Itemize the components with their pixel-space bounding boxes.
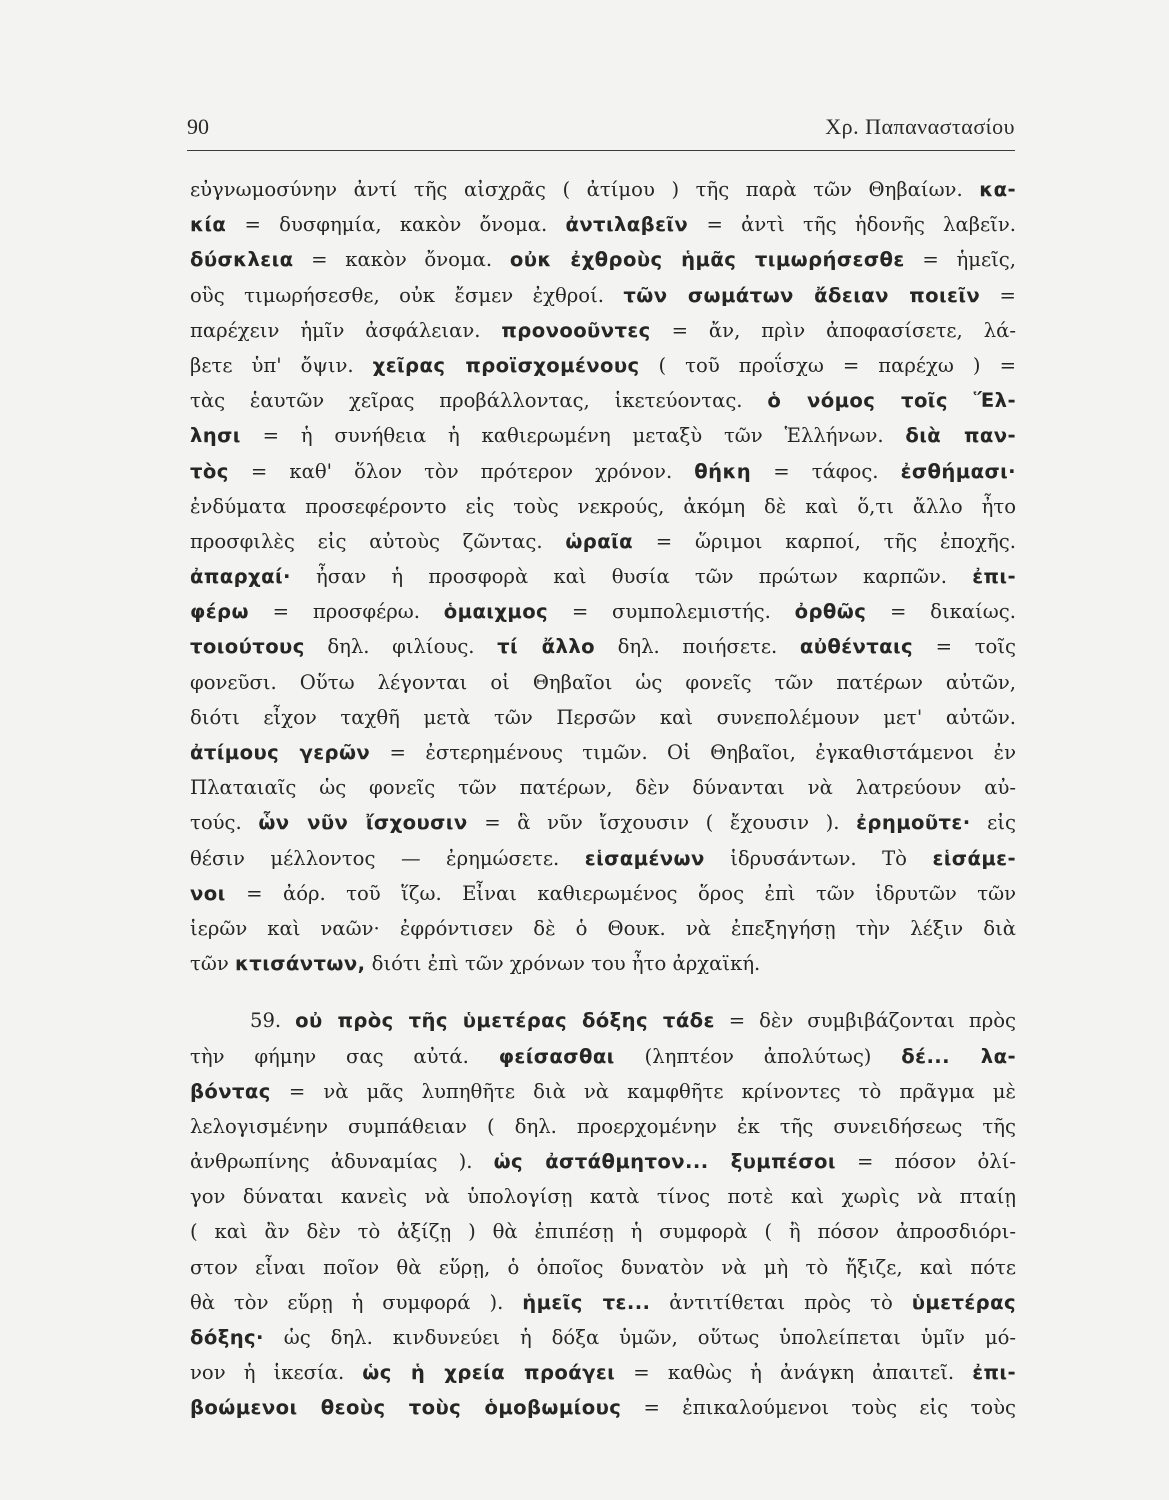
lemma-term: διὰ παν- [905, 424, 1016, 448]
gloss-text: ἱδρυσάντων. Τὸ [704, 846, 933, 870]
running-head: Χρ. Παπαναστασίου [825, 114, 1015, 139]
lemma-term: ὁ νόμος τοῖς Ἕλ- [767, 389, 1016, 413]
text-line [190, 559, 1016, 594]
text-line [190, 1144, 1016, 1179]
page-header [187, 114, 1015, 151]
gloss-text: = ἀντὶ τῆς ἡδονῆς λαβεῖν. [688, 213, 1016, 237]
gloss-text: = νὰ μᾶς λυπηθῆτε διὰ νὰ καμφθῆτε κρίνοντες τὸ πρᾶγμα μὲ [270, 1079, 1016, 1103]
lemma-term: δόξης· [190, 1326, 264, 1349]
lemma-term: ὧν νῦν ἴσχουσιν [258, 811, 468, 835]
gloss-text: = δυσφημία, κακὸν ὄνομα. [226, 213, 566, 237]
lemma-term: ἡμεῖς τε... [522, 1290, 651, 1314]
lemma-term: ὡς ἡ χρεία προάγει [362, 1361, 616, 1385]
gloss-text: = τοῖς [913, 635, 1016, 659]
lemma-term: νοι [190, 881, 226, 905]
text-line [190, 1355, 1016, 1390]
gloss-text: ἀνθρωπίνης ἀδυναμίας ). [190, 1150, 494, 1174]
gloss-text: θέσιν μέλλοντος — ἐρημώσετε. [190, 846, 585, 870]
lemma-term: δύσκλεια [190, 248, 294, 272]
gloss-text: βετε ὑπ' ὄψιν. [190, 353, 373, 377]
gloss-text: = τάφος. [751, 459, 901, 483]
gloss-text: προσφιλὲς εἰς αὐτοὺς ζῶντας. [190, 529, 566, 553]
gloss-text: τούς. [190, 811, 259, 835]
gloss-text: ( καὶ ἂν δὲν τὸ ἀξίζῃ ) θὰ ἐπιπέσῃ ἡ συμφορὰ ( ἢ πόσον ἀπροσδιόρι- [190, 1220, 1016, 1244]
gloss-text: = καθὼς ἡ ἀνάγκη ἀπαιτεῖ. [615, 1361, 973, 1385]
lemma-term: φέρω [190, 600, 249, 624]
gloss-text: = ἄν, πρὶν ἀποφασίσετε, λά- [650, 318, 1016, 342]
lemma-term: τῶν σωμάτων ἄδειαν ποιεῖν [623, 283, 981, 307]
lemma-term: εἱσαμένων [584, 846, 705, 870]
gloss-text: ἱερῶν καὶ ναῶν· ἐφρόντισεν δὲ ὁ Θουκ. νὰ ἐπεξηγήσῃ τὴν λέξιν διὰ [190, 916, 1016, 940]
gloss-text: νον ἡ ἱκεσία. [190, 1361, 363, 1385]
text-line [190, 1214, 1016, 1249]
text-line [190, 313, 1016, 348]
gloss-text: = δικαίως. [866, 600, 1016, 624]
gloss-text: = προσφέρω. [248, 600, 444, 624]
gloss-text: θὰ τὸν εὕρῃ ἡ συμφορά ). [190, 1290, 523, 1314]
text-line [190, 841, 1016, 876]
text-line [190, 770, 1016, 805]
gloss-text: = ἡμεῖς, [904, 248, 1016, 272]
gloss-text: τὴν φήμην σας αὐτά. [190, 1044, 499, 1068]
text-line [190, 383, 1016, 418]
paragraph [190, 1003, 1016, 1425]
text-line [190, 1039, 1016, 1074]
gloss-text: οὓς τιμωρήσεσθε, οὐκ ἔσμεν ἐχθροί. [190, 283, 624, 307]
lemma-term: ἐπι- [972, 565, 1016, 589]
gloss-text: = ἃ νῦν ἴσχουσιν ( ἔχουσιν ). [467, 811, 857, 835]
gloss-text: ἦσαν ἡ προσφορὰ καὶ θυσία τῶν πρώτων καρπῶν. [290, 565, 973, 589]
lemma-term: κα- [979, 178, 1016, 201]
lemma-term: ἀτίμους γερῶν [190, 741, 371, 764]
text-line [190, 876, 1016, 911]
gloss-text: = συμπολεμιστής. [548, 600, 795, 624]
gloss-text: (ληπτέον ἀπολύτως) [614, 1044, 902, 1068]
gloss-text: παρέχειν ἡμῖν ἀσφάλειαν. [190, 318, 502, 342]
lemma-term: κτισάντων, [234, 952, 366, 976]
gloss-text: = [980, 283, 1016, 307]
lemma-term: ἐσθήμασι· [900, 459, 1016, 483]
text-line [190, 1285, 1016, 1320]
lemma-term: ὡς ἀστάθμητον... ξυμπέσοι [493, 1150, 836, 1174]
gloss-text: = ἐπικαλούμενοι τοὺς εἰς τοὺς [621, 1396, 1016, 1420]
lemma-term: ὑμετέρας [911, 1290, 1016, 1314]
text-line [190, 946, 1016, 981]
lemma-term: ἐπι- [972, 1361, 1016, 1385]
lemma-term: αὐθένταις [799, 635, 914, 659]
gloss-text: = πόσον ὀλί- [835, 1150, 1016, 1174]
gloss-text: ( τοῦ προΐσχω = παρέχω ) = [639, 353, 1016, 377]
lemma-term: θήκη [694, 459, 752, 483]
text-line [190, 594, 1016, 629]
body-text [190, 172, 1016, 1426]
text-line [190, 1250, 1016, 1285]
text-line [190, 911, 1016, 946]
lemma-term: λησι [190, 424, 241, 448]
gloss-text: = ὥριμοι καρποί, τῆς ἐποχῆς. [633, 529, 1016, 553]
lemma-term: ὀρθῶς [794, 600, 867, 624]
text-line [190, 242, 1016, 277]
gloss-text: γον δύναται κανεὶς νὰ ὑπολογίσῃ κατὰ τίνος ποτὲ καὶ χωρὶς νὰ πταίῃ [190, 1185, 1016, 1209]
text-line [190, 1390, 1016, 1425]
gloss-text: ἐνδύματα προσεφέροντο εἰς τοὺς νεκρούς, ἀκόμη δὲ καὶ ὅ,τι ἄλλο ἦτο [190, 494, 1016, 518]
lemma-term: ὡραῖα [565, 529, 633, 553]
gloss-text: ἀντιτίθεται πρὸς τὸ [650, 1290, 912, 1314]
gloss-text: δηλ. ποιήσετε. [595, 635, 800, 659]
lemma-term: ὁμαιχμος [443, 600, 549, 624]
gloss-text: ὡς δηλ. κινδυνεύει ἡ δόξα ὑμῶν, οὕτως ὑπολείπεται ὑμῖν μό- [263, 1326, 1016, 1349]
text-line [190, 1003, 1016, 1038]
text-line [190, 805, 1016, 840]
gloss-text: στον εἶναι ποῖον θὰ εὕρῃ, ὁ ὁποῖος δυνατὸν νὰ μὴ τὸ ἤξιζε, καὶ πότε [190, 1255, 1016, 1279]
page-number: 90 [187, 114, 209, 139]
text-line [190, 172, 1016, 207]
text-line [190, 454, 1016, 489]
text-line [190, 629, 1016, 664]
lemma-term: τί ἄλλο [497, 635, 595, 659]
gloss-text: λελογισμένην συμπάθειαν ( δηλ. προερχομένην ἐκ τῆς συνειδήσεως τῆς [190, 1114, 1016, 1138]
gloss-text: φονεῦσι. Οὕτω λέγονται οἱ Θηβαῖοι ὡς φονεῖς τῶν πατέρων αὐτῶν, [190, 670, 1016, 694]
lemma-term: κία [190, 213, 227, 237]
gloss-text: = ἀόρ. τοῦ ἵζω. Εἶναι καθιερωμένος ὅρος ἐπὶ τῶν ἱδρυτῶν τῶν [225, 881, 1016, 905]
lemma-term: δέ... λα- [901, 1044, 1016, 1068]
lemma-term: εἱσάμε- [932, 846, 1016, 870]
gloss-text: = ἡ συνήθεια ἡ καθιερωμένη μεταξὺ τῶν Ἑλλήνων. [240, 424, 906, 448]
lemma-term: χεῖρας προϊσχομένους [372, 353, 640, 377]
text-line [190, 489, 1016, 524]
gloss-text: = δὲν συμβιβάζονται πρὸς [714, 1009, 1016, 1033]
lemma-term: προνοοῦντες [501, 318, 651, 342]
gloss-text: τὰς ἑαυτῶν χεῖρας προβάλλοντας, ἱκετεύοντας. [190, 389, 768, 413]
gloss-text: = ἐστερημένους τιμῶν. Οἱ Θηβαῖοι, ἐγκαθιστάμενοι ἐν [370, 741, 1016, 764]
lemma-term: ἐρημοῦτε· [856, 811, 971, 835]
lemma-term: τὸς [190, 459, 229, 483]
lemma-term: βοώμενοι θεοὺς τοὺς ὁμοβωμίους [190, 1396, 622, 1420]
text-line [190, 207, 1016, 242]
text-line [190, 418, 1016, 453]
lemma-term: οὐ πρὸς τῆς ὑμετέρας δόξης τάδε [295, 1009, 715, 1033]
text-line [190, 1320, 1016, 1355]
gloss-text: = καθ' ὅλον τὸν πρότερον χρόνον. [228, 459, 695, 483]
text-line [190, 524, 1016, 559]
lemma-term: ἀντιλαβεῖν [565, 213, 689, 237]
gloss-text: = κακὸν ὄνομα. [293, 248, 510, 272]
text-line [190, 1074, 1016, 1109]
paragraph [190, 172, 1016, 981]
text-line [190, 1109, 1016, 1144]
lemma-term: ἀπαρχαί· [190, 565, 291, 589]
text-line [190, 665, 1016, 700]
gloss-text: δηλ. φιλίους. [304, 635, 498, 659]
gloss-text: τῶν [190, 952, 235, 976]
lemma-term: οὐκ ἐχθροὺς ἡμᾶς τιμωρήσεσθε [509, 248, 905, 272]
text-line [190, 735, 1016, 770]
gloss-text: εὐγνωμοσύνην ἀντί τῆς αἰσχρᾶς ( ἀτίμου ) τῆς παρὰ τῶν Θηβαίων. [190, 178, 980, 201]
text-line [190, 1179, 1016, 1214]
lemma-term: βόντας [190, 1079, 271, 1103]
text-line [190, 700, 1016, 735]
lemma-term: τοιούτους [190, 635, 305, 659]
text-line [190, 348, 1016, 383]
text-line [190, 278, 1016, 313]
gloss-text: διότι εἶχον ταχθῆ μετὰ τῶν Περσῶν καὶ συνεπολέμουν μετ' αὐτῶν. [190, 705, 1016, 729]
lemma-term: φείσασθαι [498, 1044, 615, 1068]
gloss-text: Πλαταιαῖς ὡς φονεῖς τῶν πατέρων, δὲν δύνανται νὰ λατρεύουν αὐ- [190, 776, 1016, 800]
gloss-text: εἰς [970, 811, 1016, 835]
paragraph-gap [190, 981, 1016, 1003]
gloss-text: 59. [250, 1009, 296, 1033]
gloss-text: διότι ἐπὶ τῶν χρόνων του ἦτο ἀρχαϊκή. [365, 952, 761, 976]
